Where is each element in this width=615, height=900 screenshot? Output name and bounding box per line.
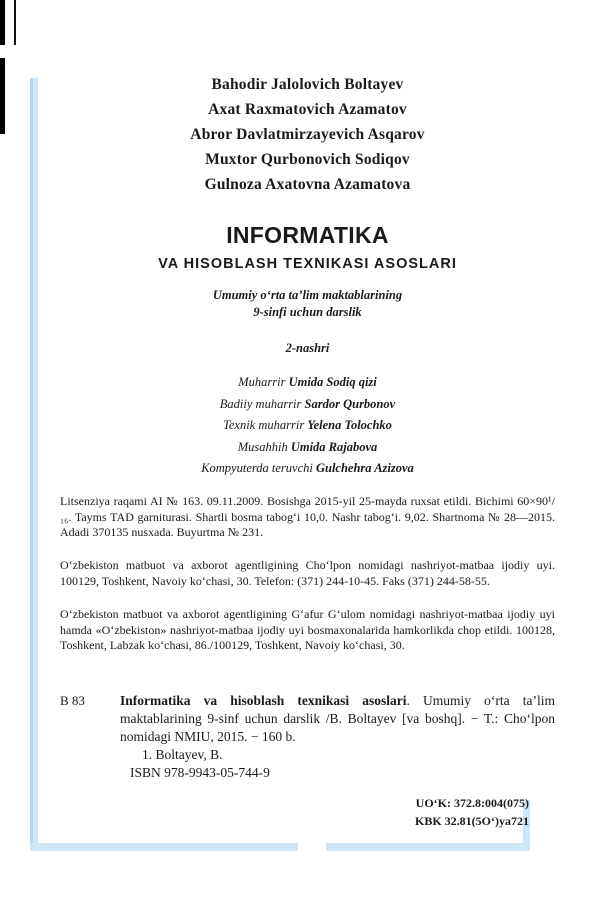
book-description	[0, 287, 615, 321]
kbk-code: KBK 32.81(5O‘)ya721	[415, 814, 529, 828]
publisher-info: O‘zbekiston matbuot va axborot agentligining Cho‘lpon nomidagi nashriyot-matbaa ijodiy uyi. 100129, Toshkent, Navoiy ko‘chasi, 30. Telefon: (371) 244-10-45. Faks (371) 244-58-55.	[60, 558, 555, 588]
staff-row	[0, 458, 615, 480]
staff-name: Sardor Qurbonov	[304, 396, 396, 411]
staff-name: Umida Rajabova	[290, 439, 378, 454]
decorative-border-bottom-right	[326, 843, 530, 851]
catalog-description	[120, 692, 555, 746]
author-name: Gulnoza Axatovna Azamatova	[204, 176, 411, 193]
staff-row	[0, 437, 615, 459]
catalog-code: B 83	[60, 693, 85, 708]
staff-role: Texnik muharrir	[223, 418, 305, 432]
staff-role: Musahhih	[237, 439, 288, 454]
page-edge-mark-top	[0, 0, 5, 45]
staff-name: Umida Sodiq qizi	[288, 375, 377, 389]
edition-label: 2-nashri	[285, 341, 330, 355]
staff-name: Gulchehra Azizova	[315, 461, 414, 475]
decorative-border-bottom-left	[30, 843, 298, 851]
staff-row	[0, 372, 615, 394]
catalog-author-entry: 1. Boltayev, B.	[142, 747, 223, 762]
udk-code: UO‘K: 372.8:004(075)	[415, 796, 529, 810]
staff-role: Kompyuterda teruvchi	[201, 461, 313, 475]
book-subtitle: VA HISOBLASH TEXNIKASI ASOSLARI	[158, 256, 457, 272]
description-line: Umumiy o‘rta ta’lim maktablarining	[212, 288, 403, 302]
author-name: Axat Raxmatovich Azamatov	[208, 101, 407, 118]
author-list	[0, 72, 615, 197]
editorial-staff	[0, 372, 615, 480]
staff-row	[0, 394, 615, 416]
staff-role: Muharrir	[238, 375, 286, 389]
catalog-details: . Umumiy o‘rta ta’lim maktablarining 9-sinf uchun darslik /B. Boltayev [va boshq]. − T.: Cho‘lpon nomidagi NMIU, 2015. − 160 b.	[120, 693, 555, 744]
page-edge-line	[14, 0, 16, 45]
staff-name: Yelena Tolochko	[307, 418, 392, 432]
staff-role: Badiiy muharrir	[219, 396, 302, 411]
author-name: Abror Davlatmirzayevich Asqarov	[190, 126, 425, 143]
license-info: Litsenziya raqami AI № 163. 09.11.2009. Bosishga 2015-yil 25-mayda ruxsat etildi. Bichimi 60×90¹/₁₆. Tayms TAD garniturasi. Shartli bosma tabog‘i 10,0. Nashr tabog‘i. 9,02. Shartnoma № 28—2015. Adadi 370135 nusxada. Buyurtma № 231.	[60, 494, 555, 539]
book-title: INFORMATIKA	[226, 222, 389, 248]
printer-info: O‘zbekiston matbuot va axborot agentligining G‘afur G‘ulom nomidagi nashriyot-matbaa ijodiy uyi hamda «O‘zbekiston» nashriyot-matbaa ijodiy uyi bosmaxonalarida hamkorlikda chop etildi. 100128, Toshkent, Labzak ko‘chasi, 86./100129, Toshkent, Navoiy ko‘chasi, 30.	[60, 607, 555, 652]
author-name: Bahodir Jalolovich Boltayev	[211, 76, 404, 93]
catalog-record	[60, 692, 555, 782]
description-line: 9-sinfi uchun darslik	[253, 305, 362, 319]
classification-codes	[415, 794, 529, 830]
staff-row	[0, 415, 615, 437]
catalog-isbn: ISBN 978-9943-05-744-9	[130, 765, 270, 780]
author-name: Muxtor Qurbonovich Sodiqov	[205, 151, 410, 168]
catalog-title: Informatika va hisoblash texnikasi asoslari	[120, 693, 407, 708]
